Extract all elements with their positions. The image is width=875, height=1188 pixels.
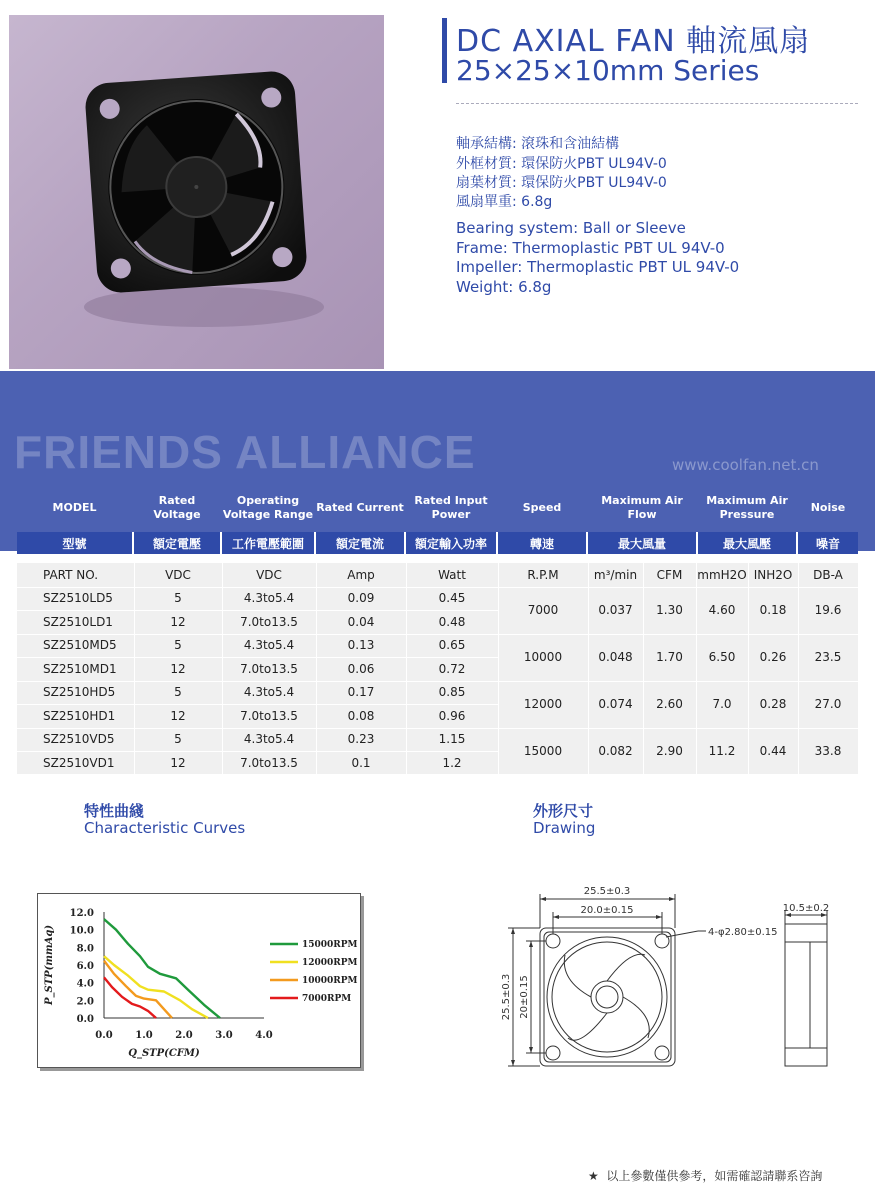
header-zh-model: 型號 <box>17 532 134 554</box>
unit-inh2o: INH2O <box>753 567 793 582</box>
cell-power: 0.96 <box>438 708 466 723</box>
chart-y-tick: 6.0 <box>76 961 94 972</box>
cell-inh2o: 0.28 <box>759 697 787 711</box>
cell-part: SZ2510VD1 <box>43 755 115 770</box>
characteristic-chart <box>38 894 360 1067</box>
cell-voltage: 5 <box>174 638 182 653</box>
header-zh-range: 工作電壓範圍 <box>222 532 316 554</box>
chart-frame <box>37 893 361 1068</box>
cell-noise: 33.8 <box>814 744 842 758</box>
cell-cfm: 2.60 <box>656 697 683 711</box>
unit-m3: m³/min <box>593 567 638 582</box>
cell-range: 4.3to5.4 <box>243 638 295 653</box>
dimension-drawing <box>480 880 860 1080</box>
curves-title-zh: 特性曲綫 <box>84 802 145 820</box>
spec-zh-value: 環保防火PBT UL94V-0 <box>521 175 667 191</box>
cell-cfm: 1.30 <box>656 603 683 617</box>
cell-power: 0.45 <box>438 591 466 606</box>
cell-m3: 0.082 <box>598 744 633 758</box>
cell-voltage: 5 <box>174 591 182 606</box>
spec-en-frame: Frame: Thermoplastic PBT UL 94V-0 <box>456 239 725 257</box>
unit-part: PART NO. <box>43 567 99 582</box>
cell-inh2o: 0.44 <box>759 744 787 758</box>
dim-height-outer: 25.5±0.3 <box>501 973 512 1021</box>
page-title: DC AXIAL FAN 軸流風扇 <box>456 24 811 59</box>
chart-y-tick: 2.0 <box>76 996 94 1008</box>
chart-series-line <box>104 977 156 1018</box>
cell-cfm: 2.90 <box>656 744 683 758</box>
drawing-title-en: Drawing <box>533 819 596 837</box>
cell-current: 0.08 <box>347 708 375 723</box>
cell-current: 0.1 <box>351 755 371 770</box>
cell-speed: 7000 <box>527 603 559 617</box>
chart-x-tick: 3.0 <box>215 1030 233 1041</box>
cell-inh2o: 0.26 <box>759 650 787 664</box>
spec-en-weight: Weight: 6.8g <box>456 278 552 296</box>
cell-current: 0.13 <box>347 638 375 653</box>
chart-series-line <box>104 956 208 1018</box>
cell-noise: 19.6 <box>814 603 842 617</box>
cell-range: 7.0to13.5 <box>240 755 298 770</box>
unit-cfm: CFM <box>656 567 683 582</box>
unit-mmh2o: mmH2O <box>697 567 747 582</box>
spec-en-bearing: Bearing system: Ball or Sleeve <box>456 219 686 237</box>
cell-power: 1.15 <box>438 732 466 747</box>
cell-voltage: 12 <box>170 661 186 676</box>
cell-mmh2o: 7.0 <box>712 697 732 711</box>
header-zh-noise: 噪音 <box>815 536 840 551</box>
chart-series-line <box>104 919 220 1018</box>
cell-range: 4.3to5.4 <box>243 732 295 747</box>
cell-inh2o: 0.18 <box>759 603 787 617</box>
chart-y-tick: 4.0 <box>76 978 94 990</box>
spec-zh-label: 扇葉材質: <box>456 175 517 191</box>
cell-power: 0.48 <box>438 614 466 629</box>
unit-speed: R.P.M <box>527 567 559 582</box>
unit-noise: DB-A <box>813 567 843 582</box>
dim-width-outer: 25.5±0.3 <box>583 886 631 897</box>
fan-illustration <box>9 15 384 369</box>
cell-noise: 27.0 <box>814 697 842 711</box>
spec-zh-value: 環保防火PBT UL94V-0 <box>521 156 667 172</box>
cell-voltage: 12 <box>170 755 186 770</box>
chart-legend-label: 12000RPM <box>302 958 358 968</box>
cell-voltage: 12 <box>170 614 186 629</box>
cell-current: 0.06 <box>347 661 375 676</box>
cell-current: 0.09 <box>347 591 375 606</box>
dim-width-inner: 20.0±0.15 <box>580 905 634 916</box>
cell-power: 0.72 <box>438 661 466 676</box>
dim-depth: 10.5±0.2 <box>782 903 830 914</box>
cell-part: SZ2510LD5 <box>43 591 113 606</box>
header-air-pressure: Maximum Air Pressure <box>706 494 788 521</box>
chart-legend-label: 15000RPM <box>302 940 358 950</box>
header-input-power: Rated Input Power <box>414 494 488 521</box>
cell-mmh2o: 11.2 <box>708 744 736 758</box>
spec-en-impeller: Impeller: Thermoplastic PBT UL 94V-0 <box>456 258 740 276</box>
brand-watermark: FRIENDS ALLIANCE <box>14 426 476 478</box>
header-speed: Speed <box>522 501 562 515</box>
cell-speed: 15000 <box>523 744 563 758</box>
header-zh-speed: 轉速 <box>498 532 588 554</box>
cell-mmh2o: 6.50 <box>708 650 736 664</box>
website-text: www.coolfan.net.cn <box>672 456 819 474</box>
cell-mmh2o: 4.60 <box>708 603 736 617</box>
header-operating-range: Operating Voltage Range <box>222 494 314 521</box>
chart-x-tick: 0.0 <box>95 1030 113 1041</box>
cell-current: 0.23 <box>347 732 375 747</box>
footnote <box>588 1167 822 1184</box>
header-zh-row <box>17 532 858 554</box>
header-zh-airflow: 最大風量 <box>588 532 698 554</box>
chart-y-label: P_STP(mmAq) <box>44 924 55 1006</box>
drawing-title-zh: 外形尺寸 <box>533 802 594 820</box>
product-photo <box>9 15 384 369</box>
cell-range: 7.0to13.5 <box>240 614 298 629</box>
cell-m3: 0.074 <box>598 697 633 711</box>
cell-range: 7.0to13.5 <box>240 661 298 676</box>
header-model: MODEL <box>52 501 97 515</box>
cell-part: SZ2510MD1 <box>43 661 117 676</box>
chart-x-label: Q_STP(CFM) <box>128 1048 200 1059</box>
header-zh-power: 額定輸入功率 <box>406 532 498 554</box>
spec-zh-impeller <box>456 172 667 192</box>
cell-speed: 12000 <box>523 697 563 711</box>
cell-part: SZ2510HD1 <box>43 708 116 723</box>
unit-voltage: VDC <box>165 567 191 582</box>
header-zh-pressure: 最大風壓 <box>698 532 798 554</box>
unit-power: Watt <box>438 567 466 582</box>
header-air-flow: Maximum Air Flow <box>601 494 683 521</box>
cell-current: 0.17 <box>347 685 375 700</box>
spec-zh-bearing <box>456 133 619 153</box>
chart-y-tick: 10.0 <box>69 925 94 937</box>
spec-zh-label: 軸承結構: <box>456 136 517 152</box>
cell-range: 4.3to5.4 <box>243 685 295 700</box>
header-zh-current: 額定電流 <box>316 532 406 554</box>
cell-speed: 10000 <box>523 650 563 664</box>
chart-y-tick: 0.0 <box>76 1014 94 1025</box>
chart-x-tick: 1.0 <box>135 1030 153 1041</box>
header-noise: Noise <box>810 501 846 515</box>
curves-title-en: Characteristic Curves <box>84 819 246 837</box>
spec-zh-label: 外框材質: <box>456 156 517 172</box>
unit-current: Amp <box>347 567 375 582</box>
cell-part: SZ2510HD5 <box>43 685 116 700</box>
dim-hole: 4-φ2.80±0.15 <box>708 927 778 938</box>
footnote-text: 以上參數僅供參考，如需確認請聯系咨詢 <box>606 1169 823 1183</box>
title-accent-bar <box>442 18 447 83</box>
dim-height-inner: 20±0.15 <box>519 975 530 1019</box>
cell-range: 4.3to5.4 <box>243 591 295 606</box>
spec-zh-label: 風扇單重: <box>456 194 517 210</box>
header-zh-voltage: 額定電壓 <box>134 532 222 554</box>
cell-noise: 23.5 <box>814 650 842 664</box>
chart-y-tick: 12.0 <box>69 908 94 919</box>
header-rated-voltage: Rated Voltage <box>153 494 201 521</box>
cell-power: 0.65 <box>438 638 466 653</box>
chart-y-tick: 8.0 <box>76 943 94 955</box>
cell-power: 0.85 <box>438 685 466 700</box>
chart-legend-label: 7000RPM <box>302 994 352 1004</box>
spec-zh-frame <box>456 153 667 173</box>
unit-range: VDC <box>256 567 282 582</box>
cell-power: 1.2 <box>442 755 462 770</box>
cell-voltage: 5 <box>174 732 182 747</box>
cell-cfm: 1.70 <box>656 650 683 664</box>
chart-x-tick: 4.0 <box>255 1030 273 1041</box>
chart-legend-label: 10000RPM <box>302 976 358 986</box>
header-rated-current: Rated Current <box>316 501 404 515</box>
cell-voltage: 12 <box>170 708 186 723</box>
cell-voltage: 5 <box>174 685 182 700</box>
spec-zh-value: 滾珠和含油結構 <box>521 136 620 152</box>
cell-range: 7.0to13.5 <box>240 708 298 723</box>
cell-part: SZ2510LD1 <box>43 614 113 629</box>
star-icon: ★ <box>588 1169 599 1183</box>
cell-m3: 0.037 <box>598 603 633 617</box>
spec-zh-weight <box>456 191 552 211</box>
cell-current: 0.04 <box>347 614 375 629</box>
title-divider <box>456 103 858 104</box>
cell-part: SZ2510MD5 <box>43 638 117 653</box>
chart-x-tick: 2.0 <box>175 1030 193 1041</box>
cell-part: SZ2510VD5 <box>43 732 115 747</box>
cell-m3: 0.048 <box>598 650 633 664</box>
spec-zh-value: 6.8g <box>521 194 553 210</box>
page-subtitle: 25×25×10mm Series <box>456 54 760 87</box>
